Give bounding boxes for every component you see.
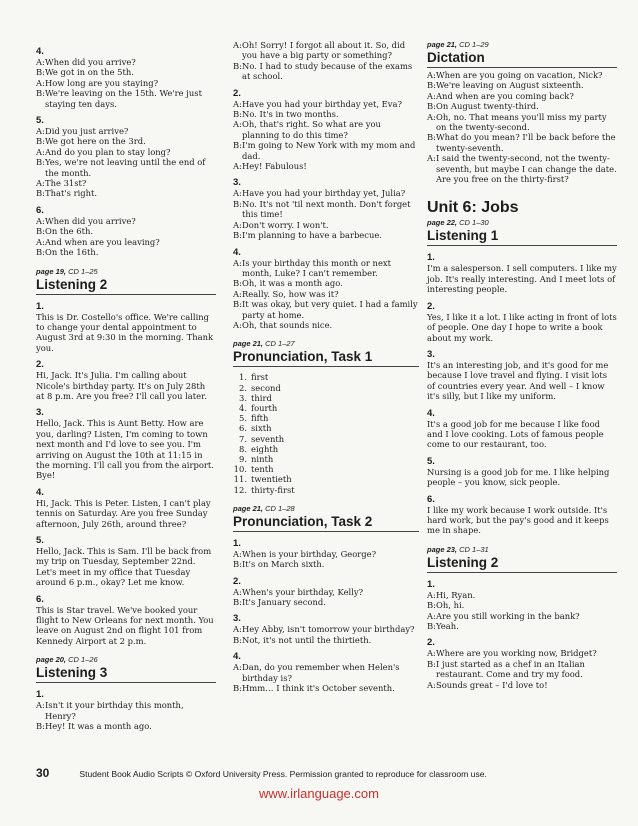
speaker-label: B:: [36, 721, 45, 732]
dialog-line: [36, 126, 216, 136]
column-left: [36, 40, 216, 731]
speaker-label: B:: [427, 600, 436, 611]
item-number: 5.: [36, 535, 44, 546]
speaker-label: B:: [233, 198, 242, 209]
speaker-label: A:: [36, 700, 45, 711]
script-text: This is Star travel. We've booked your flight to New Orleans for next month. You leave on August 2nd on flight 101 from Kennedy Airport at 2 p.m.: [36, 604, 214, 646]
dialog-text: Did you just arrive?: [45, 126, 129, 137]
ordinal-word: ninth: [251, 453, 274, 464]
dialog-text: And when are you coming back?: [436, 90, 574, 101]
item-number: 5.: [239, 413, 247, 424]
dialog-line: [36, 178, 216, 188]
speaker-label: A:: [427, 70, 436, 80]
dialog-line: [233, 299, 419, 320]
speaker-label: B:: [233, 60, 242, 71]
speaker-label: A:: [36, 126, 45, 137]
page-ref: page 21,: [427, 40, 458, 49]
dialog-line: [427, 659, 617, 680]
dialog-text: Oh, it was a month ago.: [242, 278, 343, 289]
script-text: It's an interesting job, and it's good for me because I love travel and flying. I visit lots of countries every year. And well – I know it's silly, but I like my uniform.: [427, 359, 609, 402]
item-number: 6.: [36, 593, 44, 605]
dialog-text: When are you going on vacation, Nick?: [436, 70, 603, 80]
dialog-text: On August twenty-third.: [436, 101, 539, 112]
dialog-text: It's January second.: [242, 597, 326, 607]
item-number: 6.: [36, 204, 44, 216]
dialog-group: [233, 40, 419, 330]
dialog-text: Have you had your birthday yet, Julia?: [242, 188, 406, 199]
speaker-label: A:: [36, 178, 45, 189]
script-list: [36, 301, 216, 647]
item-number: 11.: [233, 474, 247, 485]
section-title: Listening 2: [427, 555, 617, 573]
item-number: 4.: [233, 651, 241, 663]
speaker-label: A:: [233, 119, 242, 130]
ordinal-word: fourth: [251, 402, 278, 413]
dialog-text: Oh, no. That means you'll miss my party on the twenty-second.: [436, 111, 607, 133]
speaker-label: B:: [427, 80, 436, 91]
script-text: It's a good job for me because I like food and I love cooking. Lots of famous people come to our restaurant, too.: [427, 418, 604, 450]
section-reference: [427, 40, 617, 50]
section-reference: [233, 339, 419, 349]
speaker-label: B:: [233, 230, 242, 241]
dialog-text: No. It's not 'til next month. Don't forget this time!: [242, 198, 411, 220]
section-title: Pronunciation, Task 2: [233, 514, 419, 532]
script-text: I'm a salesperson. I sell computers. I like my job. It's really interesting. And I meet lots of interesting people.: [427, 263, 617, 295]
dialog-text: It's on March sixth.: [242, 559, 325, 570]
dialog-text: The 31st?: [45, 178, 87, 189]
dialog-line: [36, 136, 216, 146]
dialog-line: [233, 587, 419, 597]
dialog-text: Dan, do you remember when Helen's birthday is?: [242, 662, 400, 683]
item-number: 1.: [427, 252, 435, 264]
dialog-line: [36, 147, 216, 157]
dialog-line: [427, 91, 617, 101]
dialog-line: [427, 611, 617, 621]
speaker-label: A:: [36, 77, 45, 88]
dialog-line: [233, 683, 419, 693]
dialog-line: [36, 157, 216, 178]
speaker-label: B:: [36, 188, 45, 199]
list-item: [233, 423, 419, 433]
list-item: [233, 383, 419, 393]
dialog-text: We're leaving on August sixteenth.: [436, 80, 584, 91]
item-number: 1.: [233, 537, 241, 549]
list-item: [233, 393, 419, 403]
dialog-text: Hmm… I think it's October seventh.: [242, 683, 395, 694]
dialog-group: [36, 46, 216, 258]
list-item: [233, 485, 419, 495]
dialog-text: No. It's in two months.: [242, 109, 339, 120]
section-listening-2: [427, 545, 617, 690]
section-reference: [427, 545, 617, 555]
section-title: Listening 2: [36, 277, 216, 295]
dialog-text: I'm planning to have a barbecue.: [242, 230, 382, 241]
dialog-line: [233, 662, 419, 683]
dialog-line: [427, 101, 617, 111]
speaker-label: A:: [233, 257, 242, 268]
speaker-label: A:: [427, 610, 436, 621]
dialog-line: [233, 635, 419, 645]
item-number: 4.: [427, 407, 435, 419]
speaker-label: B:: [36, 136, 45, 147]
dialog-text: We got in on the 5th.: [45, 67, 134, 78]
dialog-group: [427, 579, 617, 690]
speaker-label: B:: [233, 683, 242, 694]
section-pronunciation-1: [233, 339, 419, 494]
dialog-line: [427, 153, 617, 184]
dialog-text: Have you had your birthday yet, Eva?: [242, 98, 402, 109]
cd-ref: CD 1–26: [68, 655, 98, 665]
section-reference: [36, 267, 216, 277]
dialog-text: Oh, hi.: [436, 600, 465, 611]
dialog-text: I just started as a chef in an Italian restaurant. Come and try my food.: [436, 658, 585, 680]
item-number: 2.: [36, 359, 44, 371]
speaker-label: A:: [36, 146, 45, 157]
dialog-text: We got here on the 3rd.: [45, 136, 146, 147]
page-ref: page 19,: [36, 266, 67, 276]
speaker-label: A:: [233, 586, 242, 597]
page-ref: page 23,: [427, 544, 458, 554]
item-number: 1.: [36, 300, 44, 312]
dialog-text: Don't worry. I won't.: [242, 219, 329, 230]
item-number: 10.: [233, 464, 247, 475]
speaker-label: B:: [233, 299, 242, 310]
speaker-label: A:: [233, 319, 242, 330]
dialog-line: [427, 680, 617, 690]
dialog-text: And do you plan to stay long?: [45, 146, 171, 157]
ordinal-word: eighth: [251, 443, 279, 454]
list-item: [233, 372, 419, 382]
dialog-text: Yes, we're not leaving until the end of the month.: [45, 157, 206, 178]
item-number: 3.: [239, 392, 247, 403]
dialog-text: Sounds great – I'd love to!: [436, 679, 548, 690]
script-text: Hello, Jack. This is Sam. I'll be back from my trip on Tuesday, September 22nd. Let's meet in my office that Tuesday around 6 p.m., okay? Let me know.: [36, 546, 212, 588]
speaker-label: B:: [233, 278, 242, 289]
section-reference: [233, 504, 419, 514]
dialog-line: [36, 216, 216, 226]
cd-ref: CD 1–29: [459, 40, 489, 49]
ordinal-word: sixth: [251, 423, 272, 434]
speaker-label: B:: [36, 226, 45, 237]
dialog-text: Hey Abby, isn't tomorrow your birthday?: [242, 624, 415, 635]
ordinal-word: second: [251, 382, 281, 393]
dialog-text: When's your birthday, Kelly?: [242, 586, 364, 597]
speaker-label: B:: [427, 621, 436, 631]
dialog-line: [36, 237, 216, 247]
section-title: Dictation: [427, 50, 617, 68]
item-number: 4.: [239, 402, 247, 413]
item-number: 2.: [427, 637, 435, 649]
dialog-text: On the 6th.: [45, 226, 94, 237]
item-number: 1.: [427, 578, 435, 590]
dialog-text: Hey! Fabulous!: [242, 161, 307, 172]
dialog-text: Isn't it your birthday this month, Henry?: [45, 700, 184, 721]
speaker-label: B:: [427, 132, 436, 143]
dialog-line: [36, 67, 216, 77]
speaker-label: B:: [427, 101, 436, 112]
speaker-label: B:: [233, 559, 242, 570]
dialog-lines: [427, 70, 617, 184]
speaker-label: B:: [36, 247, 45, 258]
section-reference: [427, 218, 617, 228]
script-text: Hi, Jack. This is Peter. Listen, I can't play tennis on Saturday. Are you free Sunday afternoon, July 26th, around three?: [36, 497, 211, 529]
list-item: [233, 464, 419, 474]
page-ref: page 20,: [36, 655, 67, 665]
speaker-label: A:: [427, 90, 436, 101]
speaker-label: A:: [427, 111, 436, 122]
speaker-label: A:: [233, 98, 242, 109]
speaker-label: A:: [233, 219, 242, 230]
item-number: 7.: [239, 433, 247, 444]
dialog-line: [427, 80, 617, 90]
speaker-label: A:: [427, 679, 436, 690]
dialog-text: Yeah.: [436, 621, 459, 631]
ordinal-word: fifth: [251, 413, 269, 424]
dialog-text: Oh! Sorry! I forgot all about it. So, did you have a big party or something?: [242, 40, 406, 61]
page-ref: page 21,: [233, 503, 264, 513]
dialog-line: [233, 230, 419, 240]
dialog-text: Really. So, how was it?: [242, 288, 339, 299]
item-number: 1.: [36, 689, 44, 701]
dialog-line: [233, 99, 419, 109]
ordinal-word: twentieth: [251, 474, 292, 485]
dialog-line: [427, 590, 617, 600]
dialog-text: Where are you working now, Bridget?: [436, 648, 597, 659]
footer-text: Student Book Audio Scripts © Oxford University Press. Permission granted to reproduce for classroom use.: [79, 769, 487, 779]
dialog-line: [427, 132, 617, 153]
dialog-line: [233, 119, 419, 140]
item-number: 4.: [233, 246, 241, 258]
dialog-text: Hey! It was a month ago.: [45, 721, 152, 732]
dialog-text: Oh, that sounds nice.: [242, 319, 333, 330]
section-listening-2: [36, 267, 216, 647]
speaker-label: B:: [233, 597, 242, 607]
speaker-label: A:: [233, 548, 242, 559]
dialog-line: [233, 140, 419, 161]
dialog-line: [36, 57, 216, 67]
item-number: 6.: [239, 423, 247, 434]
dialog-text: When did you arrive?: [45, 57, 136, 67]
ordinal-word: tenth: [251, 464, 274, 475]
cd-ref: CD 1–30: [459, 218, 489, 228]
speaker-label: A:: [233, 188, 242, 199]
speaker-label: A:: [427, 648, 436, 659]
section-pronunciation-2: [233, 504, 419, 694]
dialog-line: [233, 220, 419, 230]
section-dictation: [427, 40, 617, 184]
speaker-label: B:: [36, 157, 45, 168]
speaker-label: A:: [36, 215, 45, 226]
item-number: 12.: [233, 484, 247, 495]
item-number: 3.: [427, 348, 435, 360]
page-number: 30: [36, 766, 50, 780]
section-title: Listening 1: [427, 228, 617, 246]
dialog-text: Are you still working in the bank?: [436, 610, 580, 621]
list-item: [233, 444, 419, 454]
dialog-line: [233, 188, 419, 198]
cd-ref: CD 1–25: [68, 266, 98, 276]
ordinal-word: third: [251, 392, 272, 403]
dialog-line: [36, 721, 216, 731]
page-ref: page 22,: [427, 218, 458, 228]
unit-title: Unit 6: Jobs: [427, 199, 519, 217]
list-item: [233, 454, 419, 464]
watermark-url: www.irlanguage.com: [259, 786, 379, 801]
cd-ref: CD 1–28: [265, 503, 295, 513]
script-text: I like my work because I work outside. It's hard work, but the pay's good and it keeps me in shape.: [427, 504, 609, 536]
script-text: Hello, Jack. This is Aunt Betty. How are you, darling? Listen, I'm coming to town next month and I'd love to see you. I'm arriving on August the 10th at 11:15 in the morning. I'll call you from the airport. Bye!: [36, 418, 214, 481]
dialog-text: It was okay, but very quiet. I had a family party at home.: [242, 299, 418, 320]
item-number: 5.: [427, 455, 435, 467]
item-number: 3.: [233, 613, 241, 625]
dialog-text: We're leaving on the 15th. We're just staying ten days.: [45, 88, 202, 109]
list-item: [233, 403, 419, 413]
dialog-text: Not, it's not until the thirtieth.: [242, 634, 372, 645]
dialog-text: How long are you staying?: [45, 77, 159, 88]
column-middle: [233, 40, 419, 693]
script-text: Nursing is a good job for me. I like helping people – you know, sick people.: [427, 466, 610, 488]
item-number: 2.: [239, 382, 247, 393]
dialog-line: [36, 188, 216, 198]
dialog-line: [233, 161, 419, 171]
script-list: [427, 252, 617, 535]
dialog-text: When did you arrive?: [45, 215, 136, 226]
speaker-label: A:: [36, 57, 45, 67]
ordinal-word: first: [251, 372, 269, 383]
dialog-group: [36, 689, 216, 731]
item-number: 9.: [239, 453, 247, 464]
item-number: 2.: [427, 300, 435, 312]
dialog-line: [36, 78, 216, 88]
ordinal-word: seventh: [251, 433, 285, 444]
list-item: [233, 413, 419, 423]
section-title: Listening 3: [36, 665, 216, 683]
item-number: 3.: [233, 177, 241, 189]
dialog-line: [36, 247, 216, 257]
ordinal-word: thirty-first: [251, 484, 295, 495]
speaker-label: A:: [36, 236, 45, 247]
list-item: [233, 434, 419, 444]
dialog-line: [233, 61, 419, 82]
page-ref: page 21,: [233, 339, 264, 349]
section-listening-3: [36, 655, 216, 731]
dialog-group: [233, 538, 419, 694]
dialog-line: [427, 600, 617, 610]
script-text: Hi, Jack. It's Julia. I'm calling about Nicole's birthday party. It's on July 28th at 8 p.m. Are you free? I'll call you later.: [36, 370, 207, 401]
section-listening-1: [427, 218, 617, 535]
speaker-label: A:: [427, 153, 436, 164]
speaker-label: B:: [233, 109, 242, 120]
page-footer: [36, 766, 616, 780]
speaker-label: B:: [427, 658, 436, 669]
speaker-label: A:: [233, 662, 242, 673]
dialog-text: On the 16th.: [45, 247, 99, 258]
dialog-line: [36, 226, 216, 236]
dialog-text: When is your birthday, George?: [242, 548, 377, 559]
dialog-line: [233, 258, 419, 279]
speaker-label: B:: [233, 140, 242, 151]
dialog-text: Oh, that's right. So what are you planning to do this time?: [242, 119, 381, 140]
dialog-line: [427, 648, 617, 658]
cd-ref: CD 1–27: [265, 339, 295, 349]
dialog-text: I said the twenty-second, not the twenty-seventh, but maybe I can change the date. Are you free on the thirty-first?: [436, 153, 617, 185]
speaker-label: A:: [427, 589, 436, 600]
item-number: 1.: [239, 372, 247, 383]
item-number: 2.: [233, 575, 241, 587]
item-number: 5.: [36, 115, 44, 127]
dialog-line: [233, 320, 419, 330]
dialog-line: [36, 700, 216, 721]
speaker-label: B:: [36, 67, 45, 78]
script-text: This is Dr. Costello's office. We're calling to change your dental appointment to August 3rd at 9:30 in the morning. Thank you.: [36, 311, 214, 353]
dialog-line: [233, 40, 419, 61]
dialog-line: [233, 278, 419, 288]
list-item: [233, 474, 419, 484]
dialog-text: No. I had to study because of the exams at school.: [242, 60, 413, 82]
dialog-line: [36, 88, 216, 109]
dialog-text: Is your birthday this month or next month, Luke? I can't remember.: [242, 257, 391, 278]
item-number: 4.: [36, 46, 44, 57]
item-number: 4.: [36, 486, 44, 498]
dialog-text: I'm going to New York with my mom and dad.: [242, 140, 416, 161]
dialog-text: That's right.: [45, 188, 98, 199]
speaker-label: A:: [233, 624, 242, 635]
item-number: 8.: [239, 443, 247, 454]
dialog-line: [233, 624, 419, 634]
dialog-text: Hi, Ryan.: [436, 589, 476, 600]
speaker-label: B:: [233, 634, 242, 645]
speaker-label: A:: [233, 161, 242, 172]
dialog-text: What do you mean? I'll be back before the twenty-seventh.: [436, 132, 616, 153]
dialog-line: [233, 559, 419, 569]
dialog-line: [427, 70, 617, 80]
item-number: 2.: [233, 87, 241, 99]
cd-ref: CD 1–31: [459, 544, 489, 554]
dialog-line: [427, 112, 617, 133]
dialog-line: [233, 199, 419, 220]
speaker-label: A:: [233, 288, 242, 299]
speaker-label: A:: [233, 40, 242, 50]
section-title: Pronunciation, Task 1: [233, 349, 419, 367]
dialog-line: [233, 109, 419, 119]
script-text: Yes, I like it a lot. I like acting in front of lots of people. One day I hope to write a book about my work.: [427, 311, 617, 343]
section-reference: [36, 655, 216, 665]
speaker-label: B:: [36, 88, 45, 99]
item-number: 6.: [427, 493, 435, 505]
dialog-text: And when are you leaving?: [45, 236, 160, 247]
item-number: 3.: [36, 407, 44, 419]
column-right: [427, 40, 617, 690]
dialog-line: [233, 289, 419, 299]
dialog-line: [233, 549, 419, 559]
dialog-line: [233, 597, 419, 607]
ordinal-list: [233, 372, 419, 494]
dialog-line: [427, 621, 617, 631]
